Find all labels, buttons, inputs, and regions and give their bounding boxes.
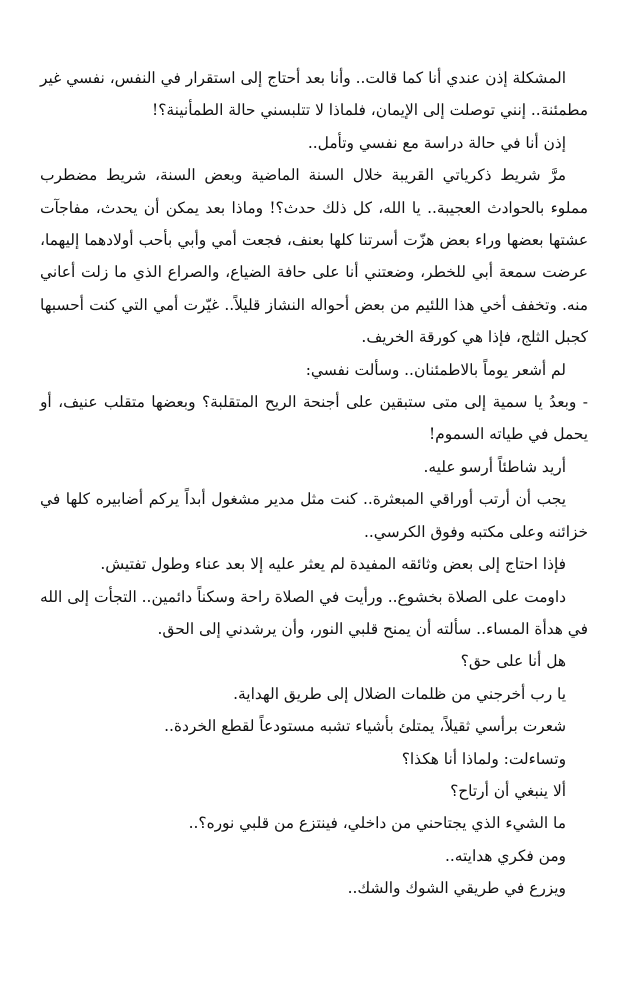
paragraph: المشكلة إذن عندي أنا كما قالت.. وأنا بعد أحتاج إلى استقرار في النفس، نفسي غير مطمئنة.. إنني توصلت إلى الإيمان، فلماذا لا تتلبسني حالة الطمأنينة؟! xyxy=(40,69,588,120)
paragraph: ما الشيء الذي يجتاحني من داخلي، فينتزع من قلبي نوره؟.. xyxy=(188,814,566,833)
paragraph: ويزرع في طريقي الشوك والشك.. xyxy=(347,879,566,898)
paragraph: - وبعدُ يا سمية إلى متى ستبقين على أجنحة الريح المتقلبة؟ وبعضها متقلب عنيف، أو يحمل في طياته السموم! xyxy=(40,393,588,444)
paragraph: يا رب أخرجني من ظلمات الضلال إلى طريق الهداية. xyxy=(233,684,566,703)
document-page xyxy=(40,62,588,905)
paragraph: أريد شاطئاً أرسو عليه. xyxy=(423,457,566,476)
paragraph: داومت على الصلاة بخشوع.. ورأيت في الصلاة راحة وسكناً دائمين.. التجأت إلى الله في هدأة المساء.. سألته أن يمنح قلبي النور، وأن يرشدني إلى الحق. xyxy=(40,587,588,638)
paragraph: فإذا احتاج إلى بعض وثائقه المفيدة لم يعثر عليه إلا بعد عناء وطول تفتيش. xyxy=(100,555,566,574)
paragraph: مرَّ شريط ذكرياتي القريبة خلال السنة الماضية وبعض السنة، شريط مضطرب مملوء بالحوادث العجيبة.. يا الله، كل ذلك حدث؟! وماذا بعد يمكن أن يحدث، مفاجآت عشتها بعضها وراء بعض هزّت أسرتنا كلها بعنف، فجعت أمي وأبي بأحب أولادهما إليهما، عرضت سمعة أبي للخطر، وضعتني أنا على حافة الضياع، والصراع الذي ما زلت أعاني منه. وتخفف أخي هذا اللئيم من بعض أحواله النشاز قليلاً.. غيّرت أمي التي كنت أحسبها كجبل الثلج، فإذا هي كورقة الخريف. xyxy=(40,166,588,347)
paragraph: لم أشعر يوماً بالاطمئنان.. وسألت نفسي: xyxy=(305,360,566,379)
paragraph: إذن أنا في حالة دراسة مع نفسي وتأمل.. xyxy=(307,133,566,152)
paragraph: ألا ينبغي أن أرتاح؟ xyxy=(450,781,566,800)
paragraph: ومن فكري هدايته.. xyxy=(444,846,566,865)
paragraph: هل أنا على حق؟ xyxy=(460,652,566,671)
paragraph: شعرت برأسي ثقيلاً، يمتلئ بأشياء تشبه مستودعاً لقطع الخردة.. xyxy=(164,717,566,736)
paragraph: وتساءلت: ولماذا أنا هكذا؟ xyxy=(401,749,566,768)
paragraph: يجب أن أرتب أوراقي المبعثرة.. كنت مثل مدير مشغول أبداً يركم أضابيره كلها في خزائنه وعلى مكتبه وفوق الكرسي.. xyxy=(40,490,588,541)
